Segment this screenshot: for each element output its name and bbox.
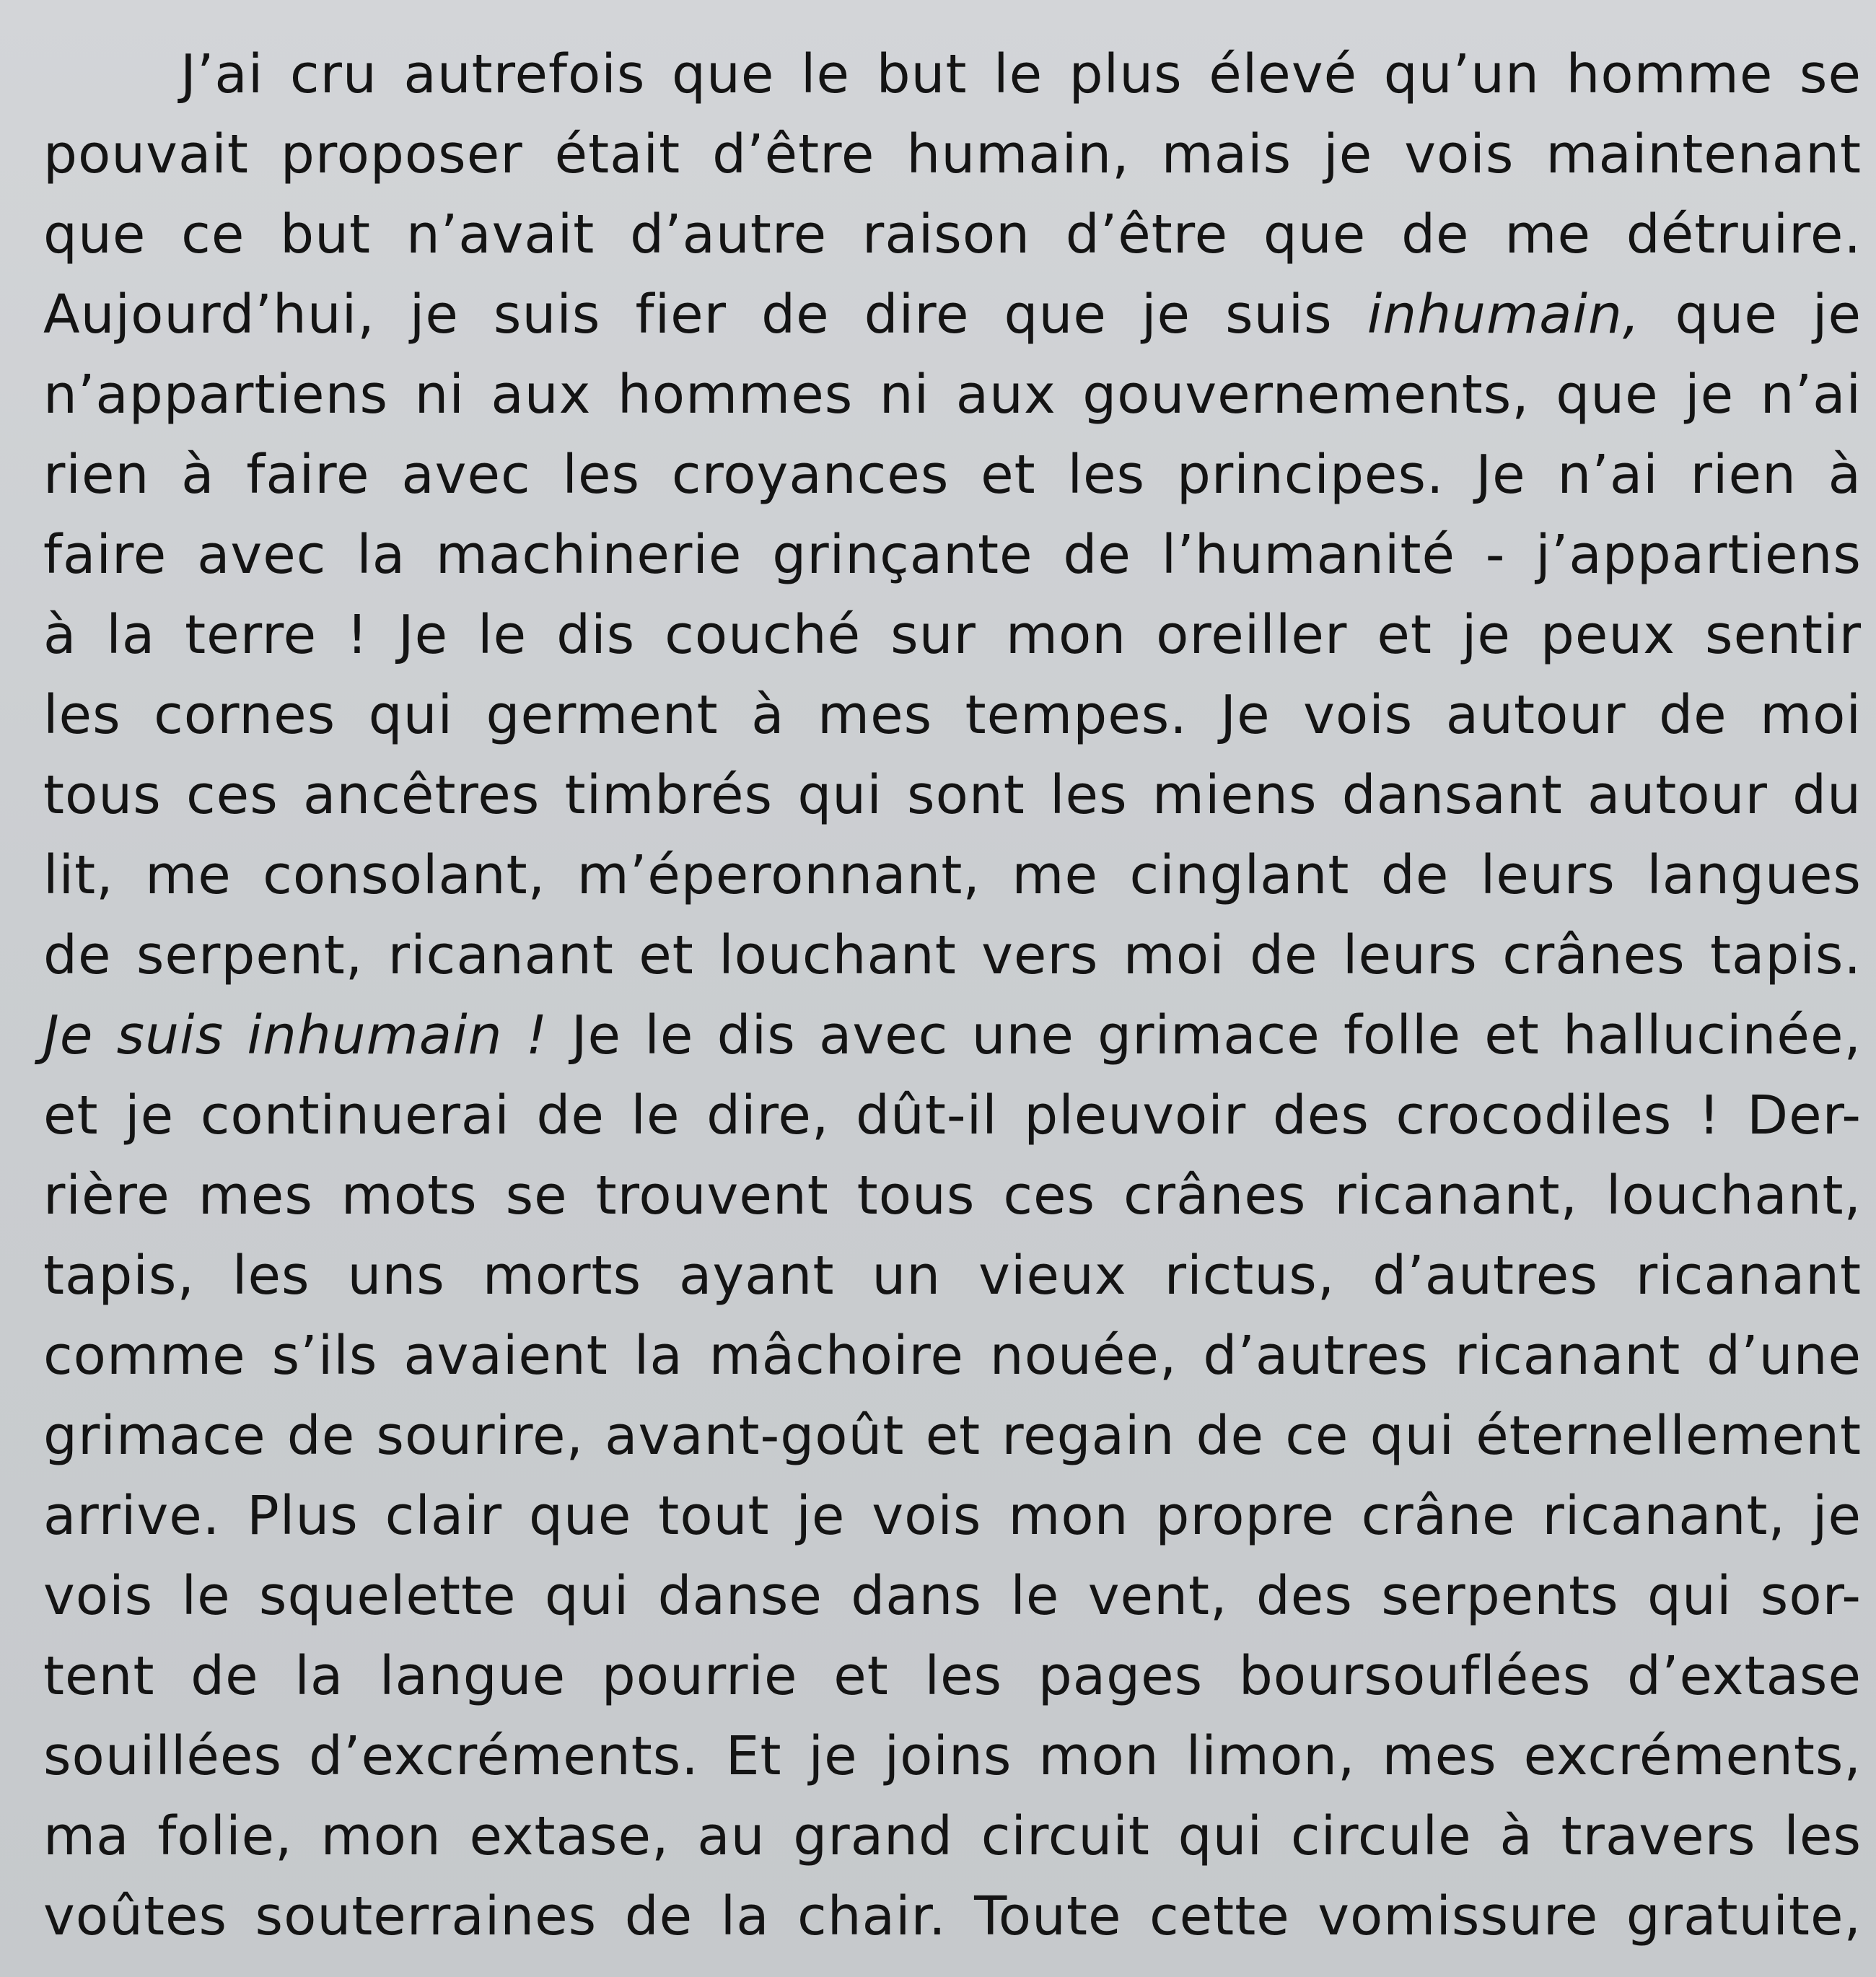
text-segment: grimace de sourire, avant-goût et regain de ce qui éternellement xyxy=(43,1405,1862,1467)
text-segment: comme s’ils avaient la mâchoire nouée, d’autres ricanant d’une xyxy=(43,1325,1862,1387)
text-line xyxy=(43,35,1862,115)
text-segment: et je continuerai de le dire, dût-il pleuvoir des crocodiles ! Der- xyxy=(43,1084,1862,1147)
text-segment: Aujourd’hui, je suis fier de dire que je suis xyxy=(43,284,1367,346)
text-segment: les cornes qui germent à mes tempes. Je vois autour de moi xyxy=(43,684,1862,746)
text-segment: rien à faire avec les croyances et les principes. Je n’ai rien à xyxy=(43,444,1862,506)
text-segment: que ce but n’avait d’autre raison d’être que de me détruire. xyxy=(43,203,1862,266)
text-segment: lit, me consolant, m’éperonnant, me cinglant de leurs langues xyxy=(43,844,1862,906)
text-segment: pouvait proposer était d’être humain, mais je vois maintenant xyxy=(43,123,1862,185)
text-line xyxy=(43,1076,1862,1156)
text-line xyxy=(43,1636,1862,1717)
text-line xyxy=(43,1556,1862,1636)
text-line xyxy=(43,115,1862,195)
text-segment: que je xyxy=(1640,284,1862,346)
text-segment: voûtes souterraines de la chair. Toute cette vomissure gratuite, xyxy=(43,1885,1862,1947)
text-segment: rière mes mots se trouvent tous ces crânes ricanant, louchant, xyxy=(43,1165,1862,1227)
text-line xyxy=(43,435,1862,515)
text-segment: tapis, les uns morts ayant un vieux rictus, d’autres ricanant xyxy=(43,1245,1862,1307)
text-line xyxy=(43,1476,1862,1556)
text-line xyxy=(43,1717,1862,1797)
text-segment: tent de la langue pourrie et les pages boursouflées d’extase xyxy=(43,1645,1862,1707)
text-line xyxy=(43,1877,1862,1957)
text-line xyxy=(43,1797,1862,1877)
text-line xyxy=(43,836,1862,916)
text-segment: J’ai cru autrefois que le but le plus élevé qu’un homme se xyxy=(180,43,1862,105)
text-line xyxy=(43,515,1862,595)
text-line xyxy=(43,1396,1862,1476)
text-segment: ma folie, mon extase, au grand circuit qui circule à travers les xyxy=(43,1805,1862,1867)
text-segment: de serpent, ricanant et louchant vers moi de leurs crânes tapis. xyxy=(43,924,1862,986)
text-line xyxy=(43,275,1862,355)
text-line xyxy=(43,755,1862,836)
text-line xyxy=(43,1156,1862,1236)
text-line xyxy=(43,195,1862,275)
text-segment: Je le dis avec une grimace folle et hallucinée, xyxy=(548,1004,1862,1066)
text-line xyxy=(43,355,1862,435)
text-line xyxy=(43,1236,1862,1316)
body-text xyxy=(43,35,1862,1957)
text-segment: arrive. Plus clair que tout je vois mon propre crâne ricanant, je xyxy=(43,1485,1862,1547)
text-line xyxy=(43,916,1862,996)
italic-text: inhumain, xyxy=(1367,284,1641,346)
text-segment: à la terre ! Je le dis couché sur mon oreiller et je peux sentir xyxy=(43,604,1862,666)
text-line xyxy=(43,675,1862,755)
text-segment: tous ces ancêtres timbrés qui sont les miens dansant autour du xyxy=(43,764,1862,826)
italic-text: Je suis inhumain ! xyxy=(43,1004,548,1066)
text-line xyxy=(43,1316,1862,1396)
text-segment: faire avec la machinerie grinçante de l’humanité - j’appartiens xyxy=(43,524,1862,586)
text-segment: souillées d’excréments. Et je joins mon limon, mes excréments, xyxy=(43,1725,1862,1787)
text-segment: vois le squelette qui danse dans le vent, des serpents qui sor- xyxy=(43,1565,1862,1627)
text-segment: n’appartiens ni aux hommes ni aux gouvernements, que je n’ai xyxy=(43,364,1862,426)
text-line xyxy=(43,595,1862,675)
text-line xyxy=(43,996,1862,1076)
